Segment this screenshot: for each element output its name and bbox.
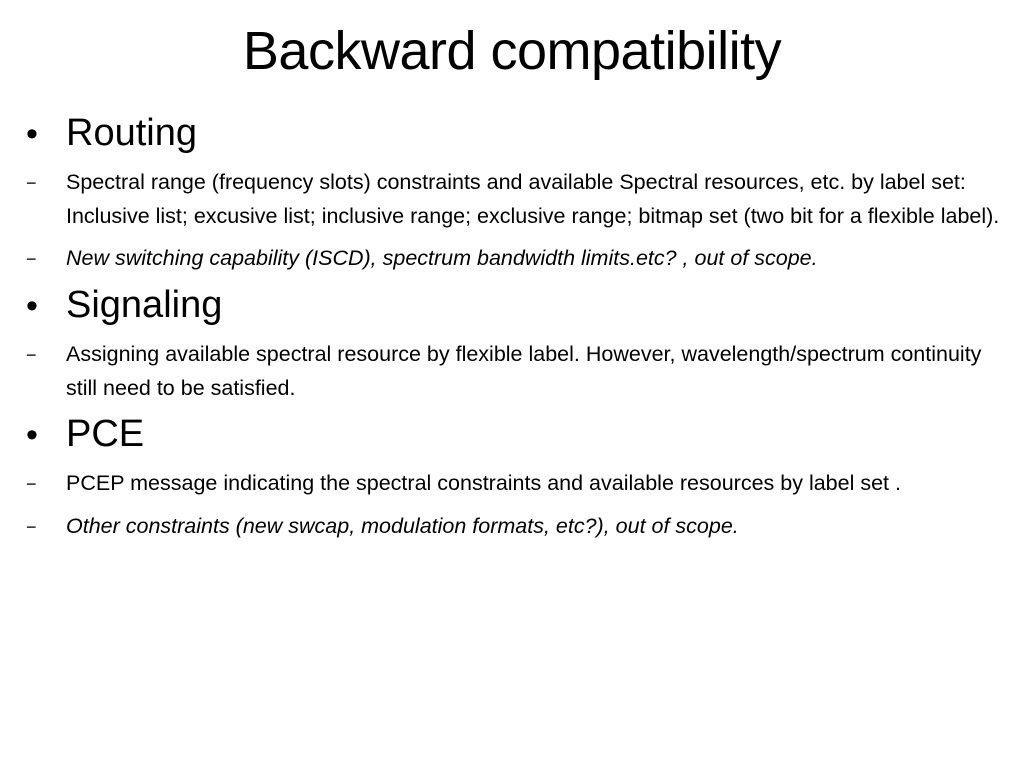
slide-content [26, 108, 1016, 552]
bullet-pce [26, 409, 1016, 460]
dash-icon: − [26, 249, 37, 269]
dash-icon: − [26, 173, 37, 193]
sub-item [26, 337, 1016, 405]
sub-item-text: Other constraints (new swcap, modulation formats, etc?), out of scope. [66, 514, 739, 538]
bullet-heading: PCE [66, 413, 145, 455]
dash-icon: − [26, 474, 37, 494]
bullet-routing [26, 108, 1016, 159]
sub-item [26, 241, 1016, 276]
sub-item [26, 466, 1016, 501]
section-routing [26, 108, 1016, 276]
section-pce [26, 409, 1016, 544]
slide-title: Backward compatibility [242, 21, 782, 81]
sub-item [26, 165, 1016, 233]
sub-item-text: PCEP message indicating the spectral constraints and available resources by label set . [66, 471, 901, 495]
bullet-icon: • [26, 287, 38, 325]
bullet-heading: Routing [66, 112, 197, 154]
section-signaling [26, 280, 1016, 405]
bullet-heading: Signaling [66, 284, 223, 326]
sub-item-text: New switching capability (ISCD), spectrum bandwidth limits.etc? , out of scope. [66, 246, 818, 270]
sub-item [26, 509, 1016, 544]
bullet-icon: • [26, 115, 38, 153]
bullet-signaling [26, 280, 1016, 331]
sub-item-text: Spectral range (frequency slots) constraints and available Spectral resources, etc. by label set: Inclusive list; excusive list; inclusive range; exclusive range; bitmap set (two bit for a flexible label). [66, 170, 1000, 228]
dash-icon: − [26, 517, 37, 537]
sub-item-text: Assigning available spectral resource by flexible label. However, wavelength/spectrum continuity still need to be satisfied. [66, 342, 982, 400]
bullet-icon: • [26, 416, 38, 454]
dash-icon: − [26, 345, 37, 365]
